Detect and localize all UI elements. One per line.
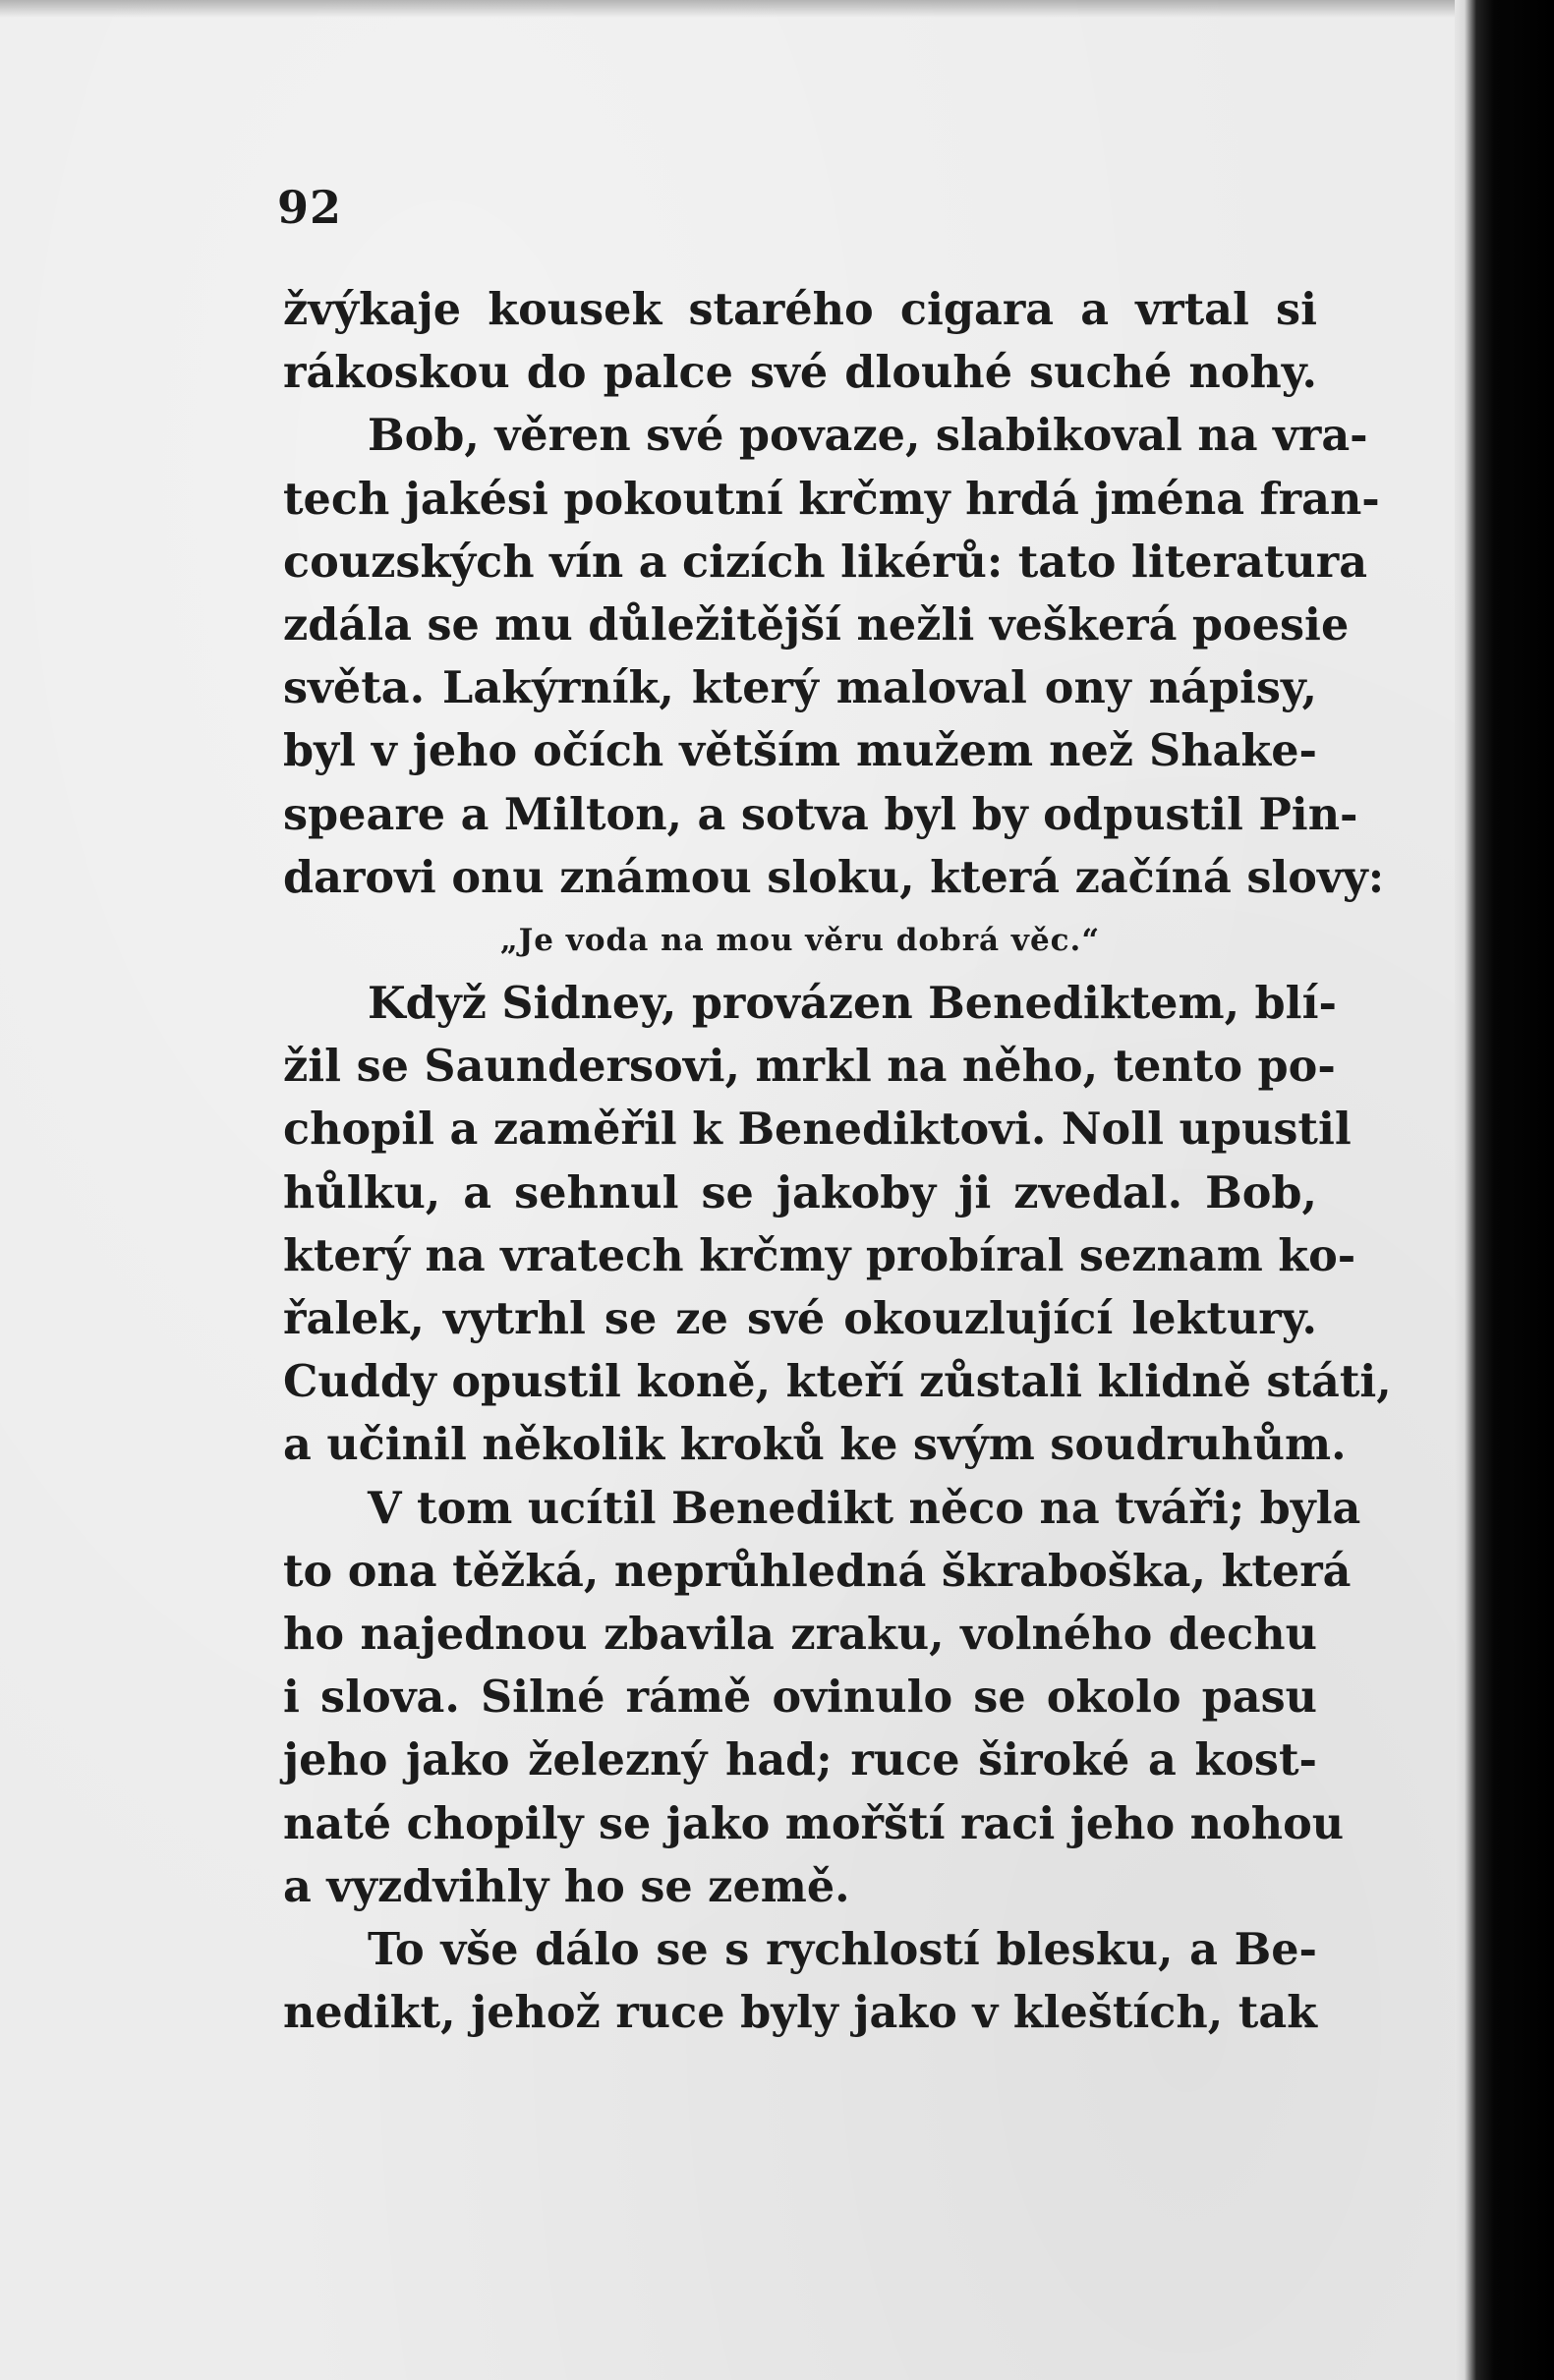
text-line: světa. Lakýrník, který maloval ony nápisy,	[283, 662, 1317, 714]
text-line: zdála se mu důležitější nežli veškerá poesie	[283, 598, 1350, 651]
text-line: V tom ucítil Benedikt něco na tváři; byla	[368, 1482, 1361, 1534]
text-line: tech jakési pokoutní krčmy hrdá jména fran-	[283, 473, 1380, 525]
text-line: byl v jeho očích větším mužem než Shake-	[283, 725, 1317, 777]
text-line: řalek, vytrhl se ze své okouzlující lektury.	[283, 1293, 1317, 1344]
text-line: to ona těžká, neprůhledná škraboška, která	[283, 1545, 1352, 1597]
body-text	[283, 278, 1392, 2044]
text-line: Cuddy opustil koně, kteří zůstali klidně státi,	[283, 1356, 1392, 1408]
text-line: chopil a zaměřil k Benediktovi. Noll upustil	[283, 1104, 1352, 1156]
text-line: speare a Milton, a sotva byl by odpustil Pin-	[283, 788, 1358, 840]
text-line: ho najednou zbavila zraku, volného dechu	[283, 1608, 1317, 1660]
text-line: jeho jako železný had; ruce široké a kost-	[283, 1734, 1317, 1786]
text-line: To vše dálo se s rychlostí blesku, a Be-	[368, 1923, 1317, 1975]
text-line: žil se Saundersovi, mrkl na něho, tento po-	[283, 1041, 1336, 1093]
text-line: hůlku, a sehnul se jakoby ji zvedal. Bob,	[283, 1166, 1317, 1218]
text-line: darovi onu známou sloku, která začíná slovy:	[283, 851, 1385, 903]
text-line: rákoskou do palce své dlouhé suché nohy.	[283, 347, 1317, 399]
text-line: který na vratech krčmy probíral seznam ko-	[283, 1229, 1356, 1281]
text-line: couzských vín a cizích likérů: tato literatura	[283, 536, 1368, 588]
text-line: Když Sidney, provázen Benediktem, blí-	[368, 978, 1337, 1030]
text-line: Bob, věren své povaze, slabikoval na vra-	[368, 410, 1368, 462]
text-line: naté chopily se jako mořští raci jeho nohou	[283, 1797, 1345, 1849]
text-line: i slova. Silné rámě ovinulo se okolo pasu	[283, 1672, 1317, 1724]
text-line: žvýkaje kousek starého cigara a vrtal si	[283, 284, 1317, 335]
text-line: a vyzdvihly ho se země.	[283, 1860, 850, 1912]
page-top-shadow	[0, 0, 1484, 18]
page-binding-edge	[1455, 0, 1554, 2380]
page-number: 92	[277, 181, 343, 234]
quotation-line: „Je voda na mou věru dobrá věc.“	[499, 922, 1101, 958]
text-line: nedikt, jehož ruce byly jako v kleštích, tak	[283, 1987, 1317, 2039]
text-line: a učinil několik kroků ke svým soudruhům.	[283, 1419, 1347, 1471]
